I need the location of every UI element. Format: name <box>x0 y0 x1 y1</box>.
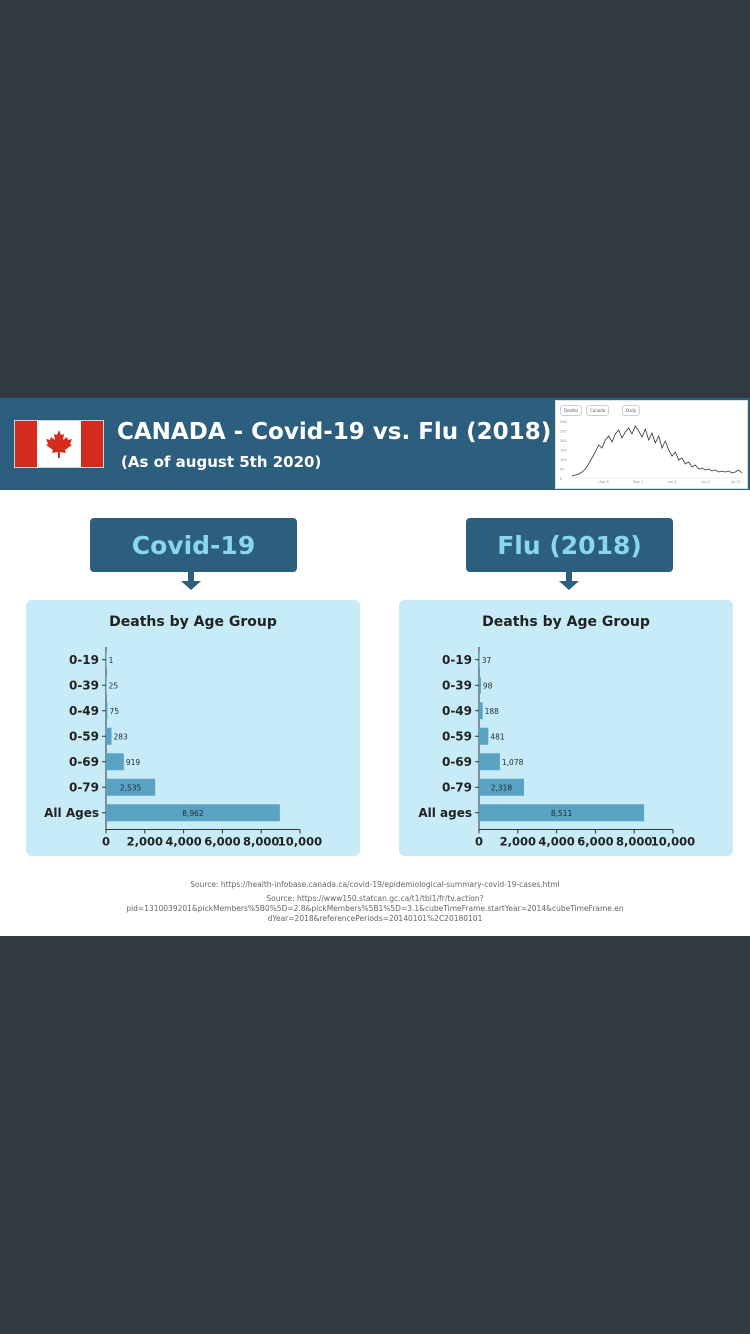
data-label: 8,962 <box>182 808 204 818</box>
y-tick-label: All Ages <box>44 805 99 820</box>
bar <box>479 753 500 770</box>
bar <box>106 702 107 719</box>
source-flu-line1: Source: https://www150.statcan.gc.ca/t1/tbl1/fr/tv.action? <box>266 894 484 903</box>
flu-chart-panel <box>399 600 733 856</box>
data-label: 1 <box>108 655 114 665</box>
down-arrow-icon <box>559 581 579 590</box>
flu-bar-chart <box>399 600 733 856</box>
data-label: 25 <box>108 681 119 691</box>
x-tick-label: 10,000 <box>650 834 696 849</box>
canada-flag-icon <box>14 420 104 468</box>
thumbnail-x-tick: Apr 8 <box>599 480 609 484</box>
thumbnail-y-tick: 50 <box>560 467 565 472</box>
header-banner <box>0 398 750 490</box>
thumbnail-y-tick: 0 <box>560 477 563 481</box>
x-tick-label: 6,000 <box>577 834 614 849</box>
y-tick-label: 0-69 <box>441 754 472 769</box>
x-tick-label: 0 <box>474 834 484 849</box>
data-label: 8,511 <box>550 808 573 818</box>
y-tick-label: 0-19 <box>68 652 99 667</box>
thumbnail-pill: Deaths <box>560 405 582 416</box>
covid-chart-panel <box>26 600 360 856</box>
thumbnail-pill: Canada <box>586 405 609 416</box>
page-title: CANADA - Covid-19 vs. Flu (2018) <box>117 419 552 445</box>
thumbnail-y-tick: 250 <box>560 429 567 434</box>
y-tick-label: 0-69 <box>68 754 99 769</box>
infographic-card <box>0 398 750 936</box>
x-tick-label: 8,000 <box>243 834 280 849</box>
thumbnail-y-tick: 200 <box>560 420 567 424</box>
bar <box>106 651 107 668</box>
x-tick-label: 2,000 <box>126 834 163 849</box>
y-tick-label: 0-49 <box>68 703 99 718</box>
data-label: 98 <box>482 681 493 691</box>
bar <box>479 651 480 668</box>
flu-section-label: Flu (2018) <box>466 518 673 572</box>
x-tick-label: 0 <box>101 834 111 849</box>
thumbnail-sparkline <box>556 401 747 488</box>
data-label: 1,078 <box>501 757 524 767</box>
source-flu-line2: pid=1310039201&pickMembers%5B0%5D=2.8&pickMembers%5B1%5D=3.1&cubeTimeFrame.startYear=2014&cubeTimeFrame.en <box>126 904 624 913</box>
y-tick-label: 0-79 <box>68 780 99 795</box>
bar <box>106 677 107 694</box>
thumbnail-x-tick: Jun 4 <box>667 480 677 484</box>
y-tick-label: 0-59 <box>441 729 472 744</box>
down-arrow-icon <box>181 581 201 590</box>
covid-section-label: Covid-19 <box>90 518 297 572</box>
bar <box>479 702 483 719</box>
chart-title: Deaths by Age Group <box>109 614 277 630</box>
bar <box>479 728 488 745</box>
chart-title: Deaths by Age Group <box>482 614 650 630</box>
x-tick-label: 8,000 <box>616 834 653 849</box>
source-flu-line3: dYear=2018&referencePeriods=20140101%2C20180101 <box>267 914 483 923</box>
source-covid: Source: https://health-infobase.canada.ca/covid-19/epidemiological-summary-covid-19-cases.html <box>190 880 560 889</box>
x-tick-label: 4,000 <box>538 834 575 849</box>
thumbnail-y-tick: 200 <box>560 439 567 443</box>
y-tick-label: 0-49 <box>441 703 472 718</box>
data-label: 283 <box>113 732 128 742</box>
thumbnail-x-tick: May 1 <box>632 480 644 484</box>
y-tick-label: 0-59 <box>68 729 99 744</box>
thumbnail-x-tick: Jul 31 <box>731 480 741 484</box>
x-tick-label: 4,000 <box>165 834 202 849</box>
x-tick-label: 10,000 <box>277 834 323 849</box>
down-arrow-icon <box>566 572 572 581</box>
covid-bar-chart <box>26 600 360 856</box>
data-label: 75 <box>109 706 120 716</box>
thumbnail-y-tick: 150 <box>560 448 567 453</box>
y-tick-label: 0-19 <box>441 652 472 667</box>
data-label: 919 <box>125 757 141 767</box>
x-tick-label: 2,000 <box>499 834 536 849</box>
data-label: 2,318 <box>490 783 513 793</box>
data-label: 2,535 <box>119 783 142 793</box>
down-arrow-icon <box>188 572 194 581</box>
data-label: 37 <box>481 655 492 665</box>
bar <box>106 728 111 745</box>
bar <box>106 753 124 770</box>
page-subtitle: (As of august 5th 2020) <box>121 453 322 471</box>
x-tick-label: 6,000 <box>204 834 241 849</box>
data-label: 188 <box>484 706 499 716</box>
thumbnail-x-tick: Jul 2 <box>702 480 710 484</box>
bar <box>479 677 481 694</box>
y-tick-label: 0-39 <box>441 678 472 693</box>
thumbnail-y-tick: 100 <box>560 458 567 462</box>
y-tick-label: 0-79 <box>441 780 472 795</box>
y-tick-label: 0-39 <box>68 678 99 693</box>
deaths-trend-thumbnail <box>555 400 748 489</box>
data-label: 481 <box>490 732 505 742</box>
y-tick-label: All ages <box>418 805 472 820</box>
thumbnail-pill: Daily <box>622 405 640 416</box>
